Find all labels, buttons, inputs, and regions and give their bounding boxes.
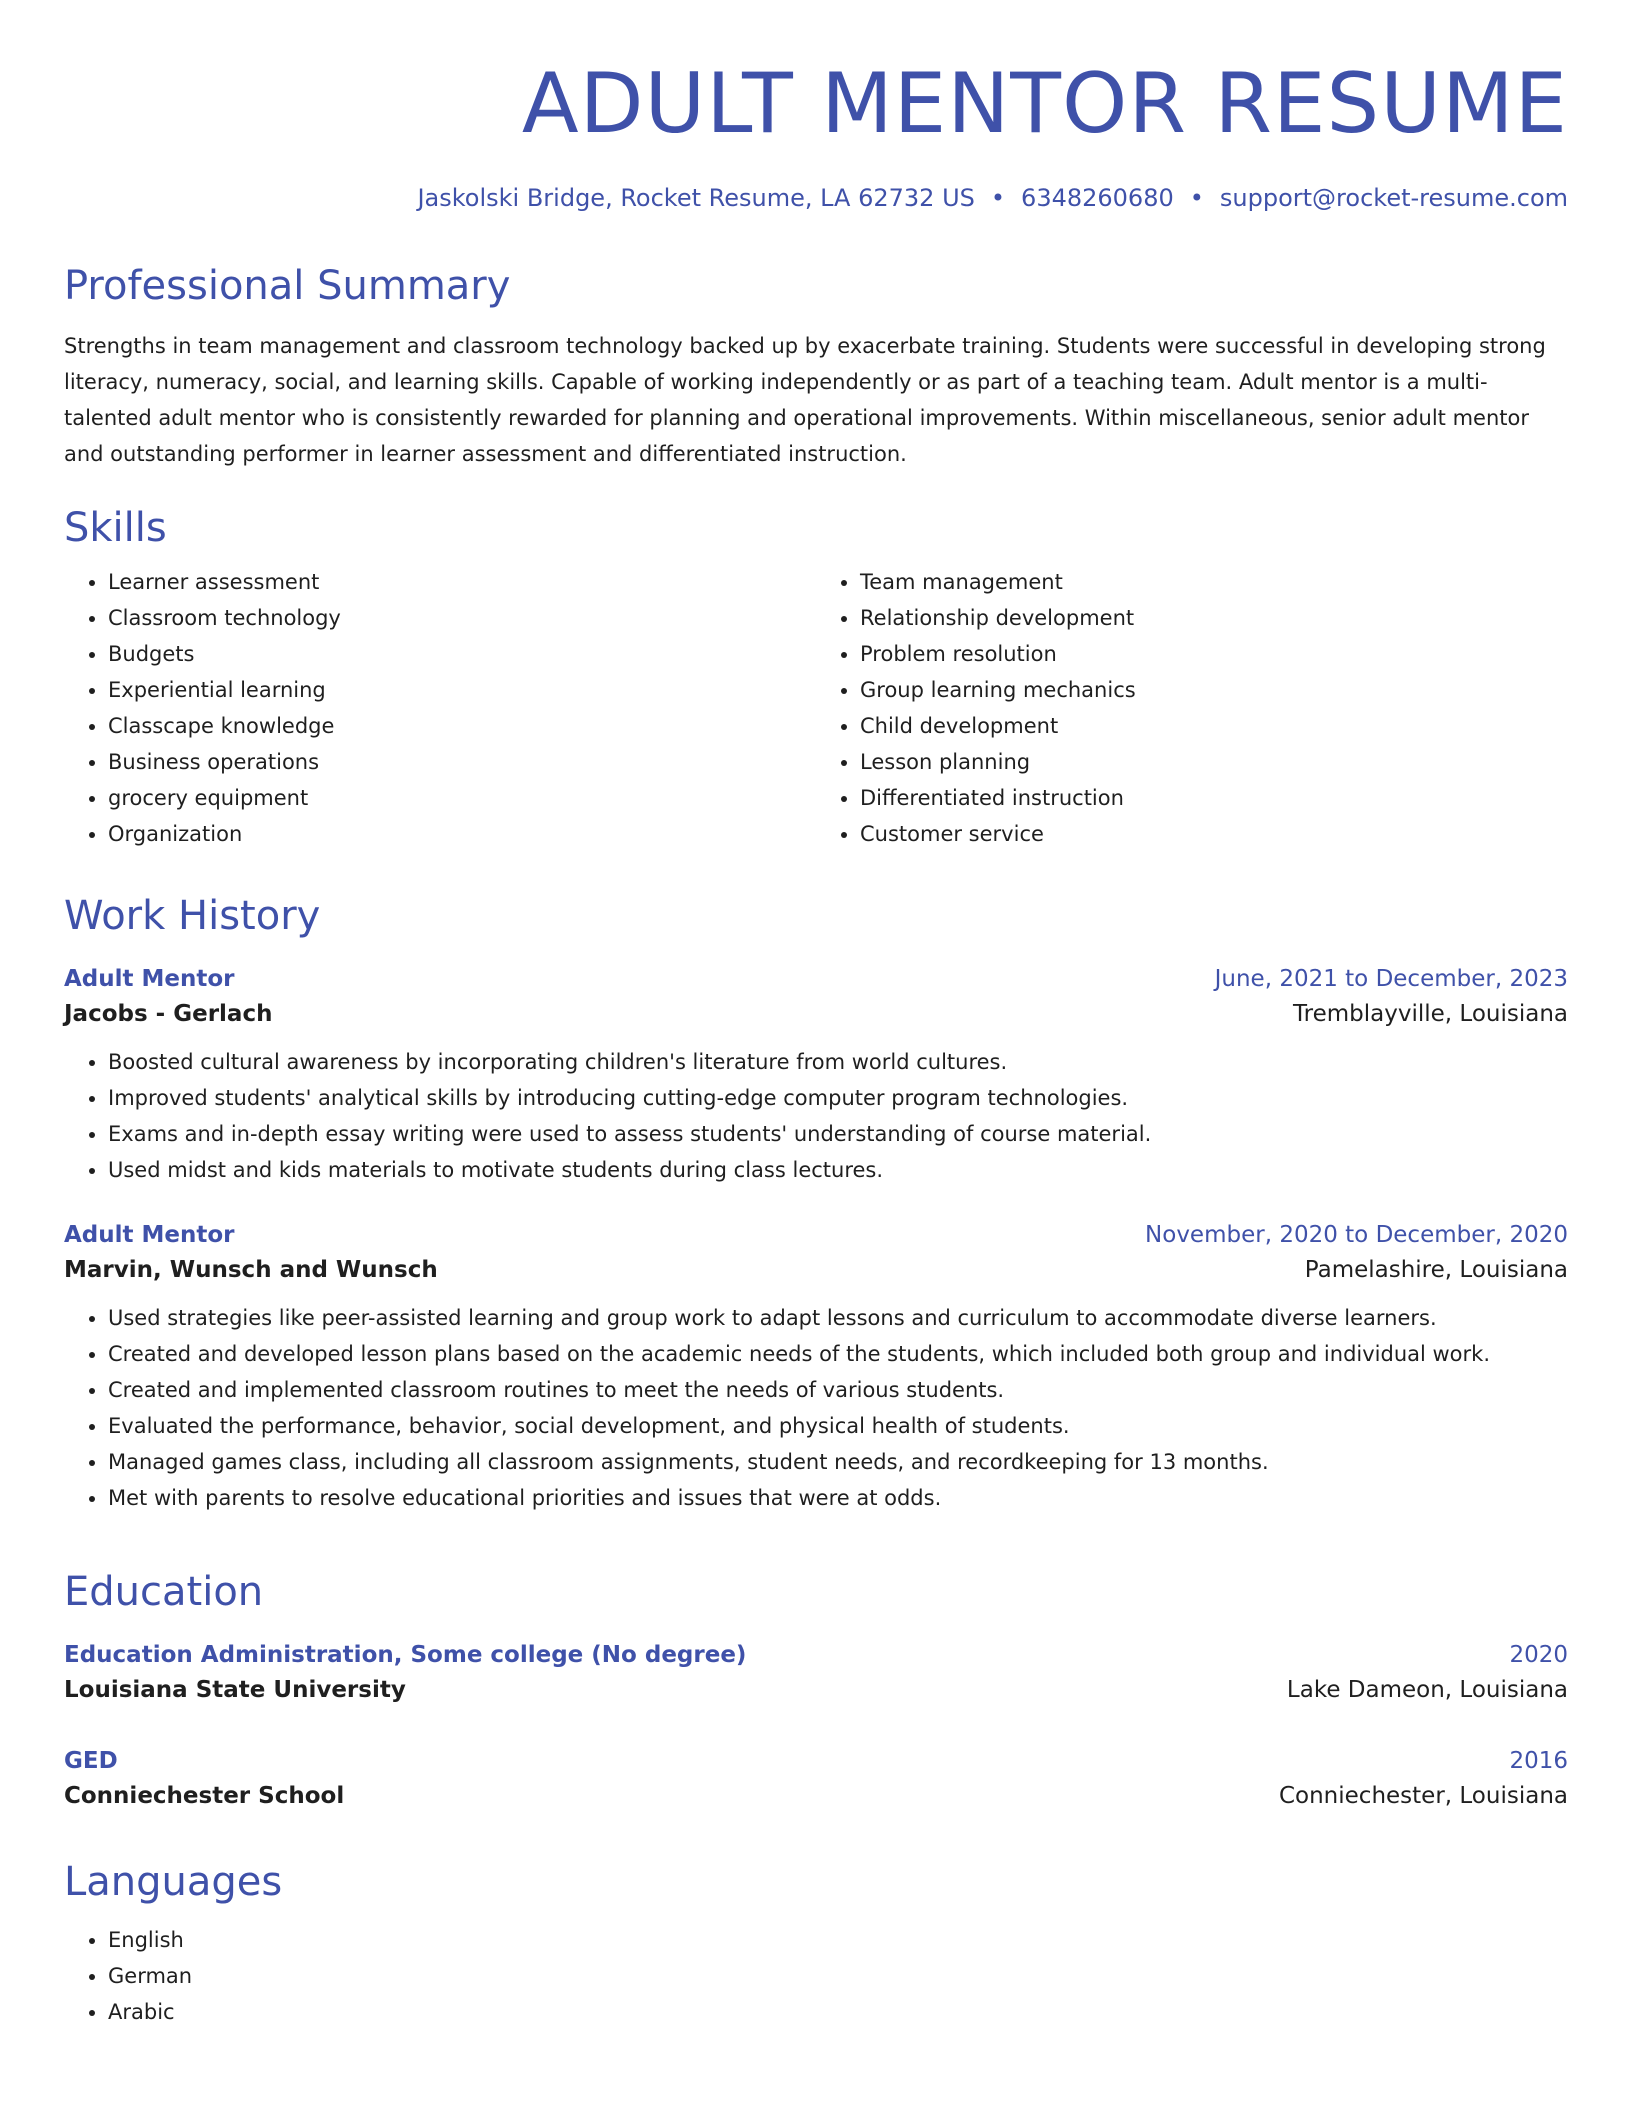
skill-item: • Differentiated instruction: [860, 780, 1568, 816]
job-entry: [64, 1218, 1568, 1516]
job-location: Tremblayville, Louisiana: [1292, 1001, 1568, 1027]
education-year: 2020: [1509, 1642, 1568, 1668]
education-heading: Education: [64, 1569, 264, 1615]
skills-section: [64, 502, 1568, 852]
education-school-row: [64, 1778, 1568, 1814]
education-school: Louisiana State University: [64, 1677, 406, 1703]
job-location: Pamelashire, Louisiana: [1304, 1257, 1568, 1283]
job-role: Adult Mentor: [64, 966, 235, 992]
skill-item: • Problem resolution: [860, 636, 1568, 672]
education-degree-row: [64, 1638, 1568, 1672]
education-entry: [64, 1744, 1568, 1814]
job-bullet: • Created and implemented classroom routines to meet the needs of various students.: [108, 1372, 1568, 1408]
job-company-row: [64, 1252, 1568, 1288]
job-company: Marvin, Wunsch and Wunsch: [64, 1257, 438, 1283]
contact-address: Jaskolski Bridge, Rocket Resume, LA 62732 US: [417, 184, 975, 212]
skill-item: • Budgets: [108, 636, 816, 672]
skill-item: • Relationship development: [860, 600, 1568, 636]
contact-separator: •: [990, 184, 1006, 212]
job-bullet: • Exams and in-depth essay writing were used to assess students' understanding of course material.: [108, 1116, 1568, 1152]
job-bullets: [64, 1300, 1568, 1516]
skill-item: • Team management: [860, 564, 1568, 600]
work-history-heading: Work History: [64, 893, 321, 939]
skills-list-right: [816, 564, 1568, 852]
education-location: Conniechester, Louisiana: [1278, 1783, 1568, 1809]
job-bullet: • Created and developed lesson plans based on the academic needs of the students, which included both group and individual work.: [108, 1336, 1568, 1372]
contact-line: [64, 182, 1568, 214]
skill-item: • Classroom technology: [108, 600, 816, 636]
education-location: Lake Dameon, Louisiana: [1286, 1677, 1568, 1703]
skills-list-left: [64, 564, 816, 852]
language-item: • Arabic: [108, 1994, 1568, 2030]
skills-column-right: [816, 564, 1568, 852]
education-entry: [64, 1638, 1568, 1708]
skill-item: • Lesson planning: [860, 744, 1568, 780]
contact-separator: •: [1189, 184, 1204, 212]
job-bullet: • Improved students' analytical skills by introducing cutting-edge computer program technologies.: [108, 1080, 1568, 1116]
job-bullets: [64, 1044, 1568, 1188]
skill-item: • Business operations: [108, 744, 816, 780]
resume-title: ADULT MENTOR RESUME: [521, 55, 1568, 152]
skill-item: • Organization: [108, 816, 816, 852]
skill-item: • Learner assessment: [108, 564, 816, 600]
education-degree-row: [64, 1744, 1568, 1778]
skill-item: • Group learning mechanics: [860, 672, 1568, 708]
education-school-row: [64, 1672, 1568, 1708]
summary-text: Strengths in team management and classroom technology backed up by exacerbate training. Students were successful in developing strong literacy, numeracy, social, and learning skills. Capable of working independently or as part of a teaching team. Adult mentor is a multi-talented adult mentor who is consistently rewarded for planning and operational improvements. Within miscellaneous, senior adult mentor and outstanding performer in learner assessment and differentiated instruction.: [64, 334, 1546, 466]
education-degree: GED: [64, 1748, 118, 1774]
skills-heading: Skills: [64, 505, 167, 551]
skills-column-left: [64, 564, 816, 852]
education-school: Conniechester School: [64, 1783, 345, 1809]
skill-item: • Customer service: [860, 816, 1568, 852]
education-year: 2016: [1509, 1748, 1568, 1774]
job-dates: November, 2020 to December, 2020: [1145, 1222, 1568, 1248]
job-entry: [64, 962, 1568, 1188]
education-section: [64, 1566, 1568, 1814]
language-item: • English: [108, 1922, 1568, 1958]
job-role: Adult Mentor: [64, 1222, 235, 1248]
work-history-section: [64, 890, 1568, 1516]
job-company: Jacobs - Gerlach: [64, 1001, 273, 1027]
skill-item: • Child development: [860, 708, 1568, 744]
languages-section: [64, 1856, 1568, 2030]
summary-section: [64, 260, 1568, 472]
job-bullet: • Evaluated the performance, behavior, social development, and physical health of students.: [108, 1408, 1568, 1444]
skill-item: • Classcape knowledge: [108, 708, 816, 744]
languages-heading: Languages: [64, 1859, 283, 1905]
job-bullet: • Used midst and kids materials to motivate students during class lectures.: [108, 1152, 1568, 1188]
resume-header: [64, 56, 1568, 214]
contact-email: support@rocket-resume.com: [1219, 184, 1568, 212]
job-title-row: [64, 1218, 1568, 1252]
job-bullet: • Boosted cultural awareness by incorporating children's literature from world cultures.: [108, 1044, 1568, 1080]
contact-phone: 6348260680: [1021, 184, 1174, 212]
languages-list: [64, 1922, 1568, 2030]
education-degree: Education Administration, Some college (No degree): [64, 1642, 747, 1668]
skills-grid: [64, 564, 1568, 852]
skill-item: • grocery equipment: [108, 780, 816, 816]
job-company-row: [64, 996, 1568, 1032]
skill-item: • Experiential learning: [108, 672, 816, 708]
job-bullet: • Met with parents to resolve educational priorities and issues that were at odds.: [108, 1480, 1568, 1516]
language-item: • German: [108, 1958, 1568, 1994]
job-title-row: [64, 962, 1568, 996]
summary-heading: Professional Summary: [64, 263, 511, 309]
job-bullet: • Used strategies like peer-assisted learning and group work to adapt lessons and curriculum to accommodate diverse learners.: [108, 1300, 1568, 1336]
job-bullet: • Managed games class, including all classroom assignments, student needs, and recordkeeping for 13 months.: [108, 1444, 1568, 1480]
job-dates: June, 2021 to December, 2023: [1214, 966, 1568, 992]
